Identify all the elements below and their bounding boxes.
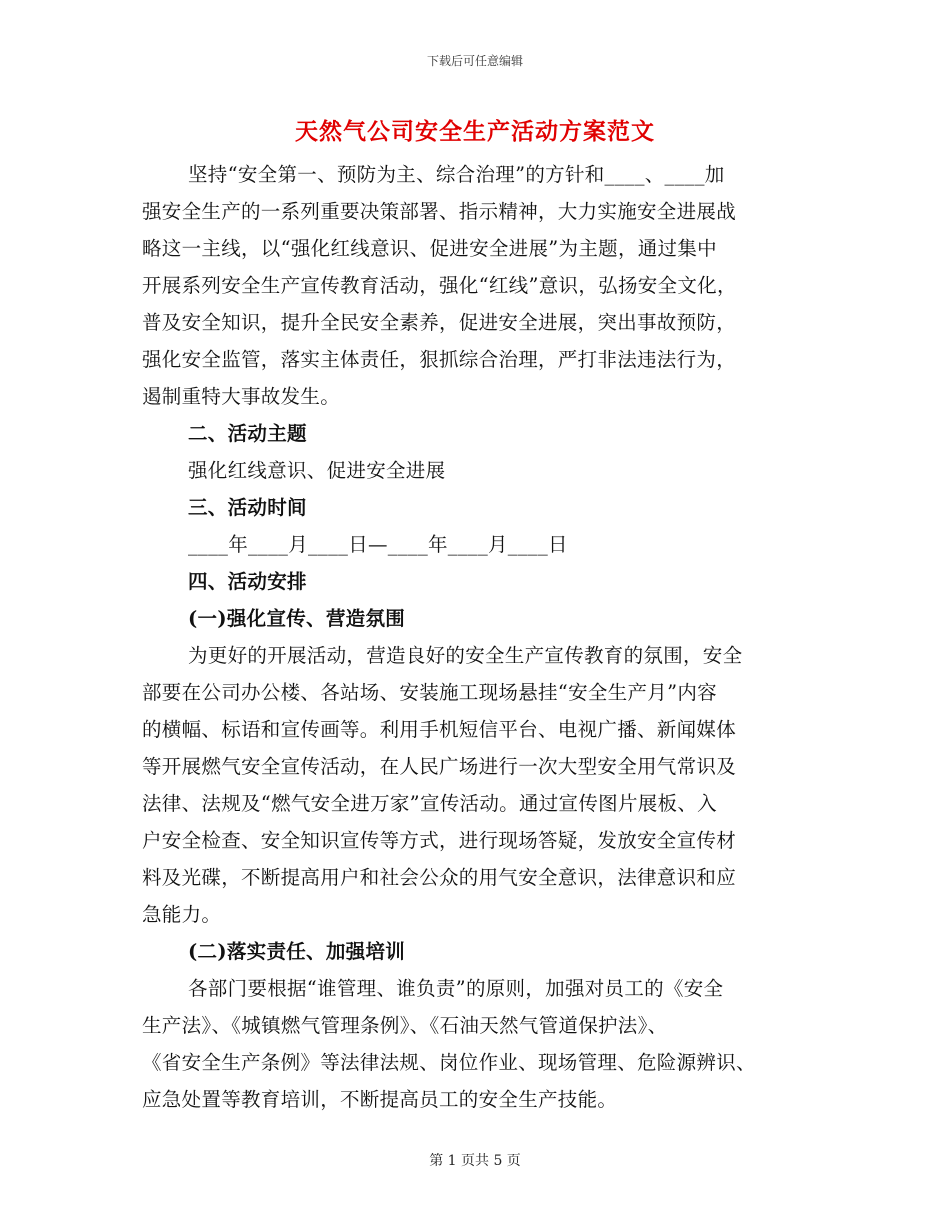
body-line: 户安全检查、安全知识宣传等方式，进行现场答疑，发放安全宣传材	[142, 829, 737, 852]
body-line: 料及光碟，不断提高用户和社会公众的用气安全意识，法律意识和应	[142, 866, 737, 889]
body-line: 遏制重特大事故发生。	[142, 385, 341, 408]
body-line: 普及安全知识，提升全民安全素养，促进安全进展，突出事故预防，	[142, 311, 737, 334]
section-heading: 四、活动安排	[188, 570, 307, 593]
header-note: 下载后可任意编辑	[426, 54, 523, 68]
document-body	[142, 156, 804, 1118]
body-line: 法律、法规及“燃气安全进万家”宣传活动。通过宣传图片展板、入	[142, 792, 717, 815]
body-line: 强化安全监管，落实主体责任，狠抓综合治理，严打非法违法行为，	[142, 348, 737, 371]
page-footer: 第 1 页共 5 页	[429, 1153, 521, 1169]
body-line: 应急处置等教育培训，不断提高员工的安全生产技能。	[142, 1088, 618, 1111]
section-heading: 三、活动时间	[188, 496, 307, 519]
body-line: 强安全生产的一系列重要决策部署、指示精神，大力实施安全进展战	[142, 200, 737, 223]
body-line: 开展系列安全生产宣传教育活动，强化“红线”意识，弘扬安全文化，	[142, 274, 737, 297]
body-line: 略这一主线，以“强化红线意识、促进安全进展”为主题，通过集中	[142, 237, 717, 260]
body-line: 生产法》、《城镇燃气管理条例》、《石油天然气管道保护法》、	[142, 1014, 668, 1037]
body-line: 部要在公司办公楼、各站场、安装施工现场悬挂“安全生产月”内容	[142, 681, 717, 704]
body-line: ____年____月____日—____年____月____日	[188, 533, 568, 556]
document-title: 天然气公司安全生产活动方案范文	[295, 118, 655, 145]
section-heading: (二)落实责任、加强培训	[188, 940, 406, 963]
body-line: 《省安全生产条例》等法律法规、岗位作业、现场管理、危险源辨识、	[142, 1051, 756, 1074]
body-line: 的横幅、标语和宣传画等。利用手机短信平台、电视广播、新闻媒体	[142, 718, 737, 741]
body-line: 等开展燃气安全宣传活动，在人民广场进行一次大型安全用气常识及	[142, 755, 737, 778]
body-line: 坚持“安全第一、预防为主、综合治理”的方针和____、____加	[188, 163, 725, 186]
body-line: 强化红线意识、促进安全进展	[188, 459, 446, 482]
section-heading: (一)强化宣传、营造氛围	[188, 607, 406, 630]
body-line: 为更好的开展活动，营造良好的安全生产宣传教育的氛围，安全	[188, 644, 743, 667]
body-line: 急能力。	[142, 903, 222, 926]
body-line: 各部门要根据“谁管理、谁负责”的原则，加强对员工的《安全	[188, 977, 724, 1000]
section-heading: 二、活动主题	[188, 422, 307, 445]
